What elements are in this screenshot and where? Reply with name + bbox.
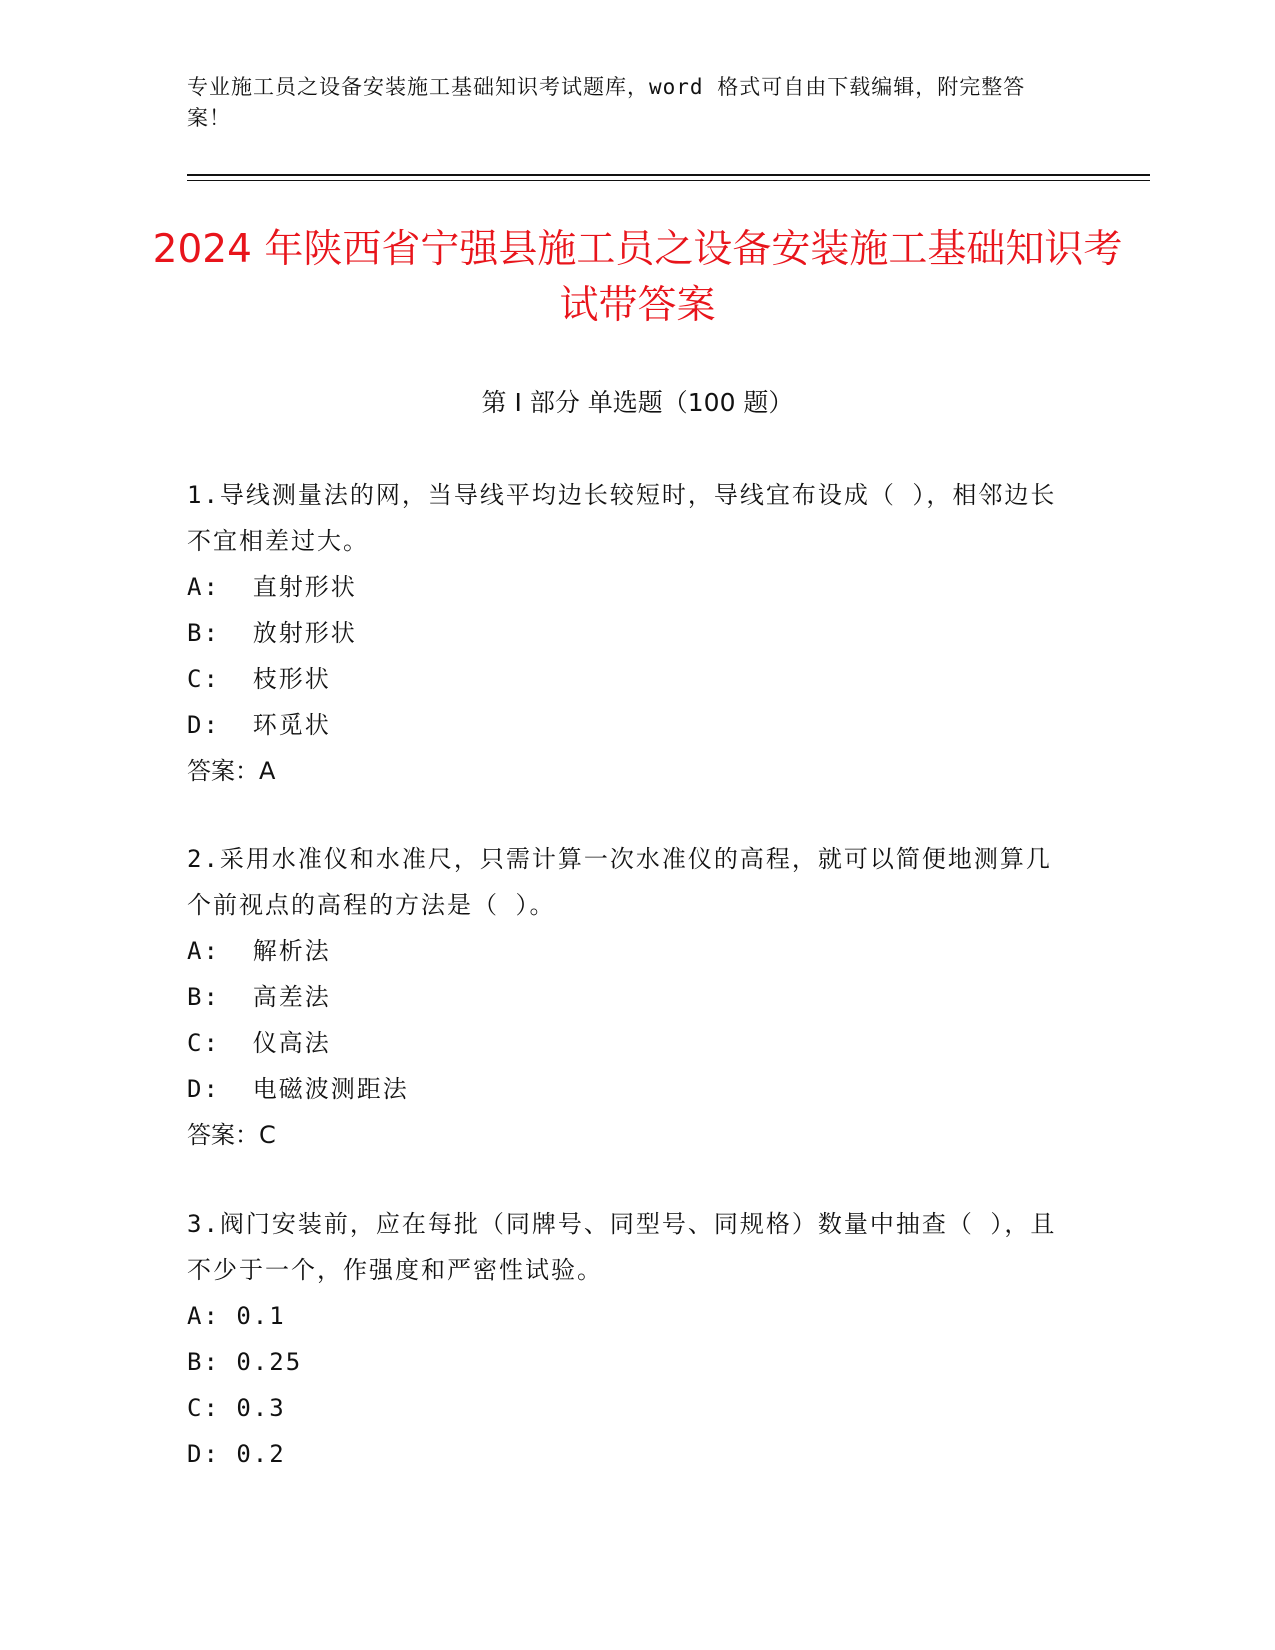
- option-b: B: 放射形状: [187, 619, 357, 647]
- answer: 答案：A: [187, 757, 276, 785]
- header-divider-thin: [187, 180, 1150, 181]
- option-c: C: 仪高法: [187, 1029, 331, 1057]
- question-1: [187, 472, 1067, 794]
- question-3: [187, 1201, 1067, 1477]
- option-c: C: 0.3: [187, 1394, 286, 1422]
- option-b: B: 高差法: [187, 983, 331, 1011]
- section-title: 第 I 部分 单选题（100 题）: [481, 388, 794, 417]
- header-note: 专业施工员之设备安装施工基础知识考试题库，word 格式可自由下载编辑，附完整答案！: [187, 75, 1026, 130]
- question-stem: 3.阀门安装前，应在每批（同牌号、同型号、同规格）数量中抽查（ ），且不少于一个，作强度和严密性试验。: [187, 1210, 1057, 1284]
- option-d: D: 环觅状: [187, 711, 331, 739]
- answer: 答案：C: [187, 1121, 276, 1149]
- option-c: C: 枝形状: [187, 665, 331, 693]
- header-divider-thick: [187, 174, 1150, 176]
- question-2: [187, 836, 1067, 1158]
- document-title: 2024 年陕西省宁强县施工员之设备安装施工基础知识考试带答案: [152, 227, 1123, 328]
- option-a: A: 0.1: [187, 1302, 286, 1330]
- option-d: D: 0.2: [187, 1440, 286, 1468]
- question-stem: 2.采用水准仪和水准尺，只需计算一次水准仪的高程，就可以简便地测算几个前视点的高程的方法是（ ）。: [187, 845, 1052, 919]
- option-d: D: 电磁波测距法: [187, 1075, 409, 1103]
- option-a: A: 直射形状: [187, 573, 357, 601]
- option-b: B: 0.25: [187, 1348, 303, 1376]
- question-stem: 1.导线测量法的网，当导线平均边长较短时，导线宜布设成（ ），相邻边长不宜相差过大。: [187, 481, 1057, 555]
- option-a: A: 解析法: [187, 937, 331, 965]
